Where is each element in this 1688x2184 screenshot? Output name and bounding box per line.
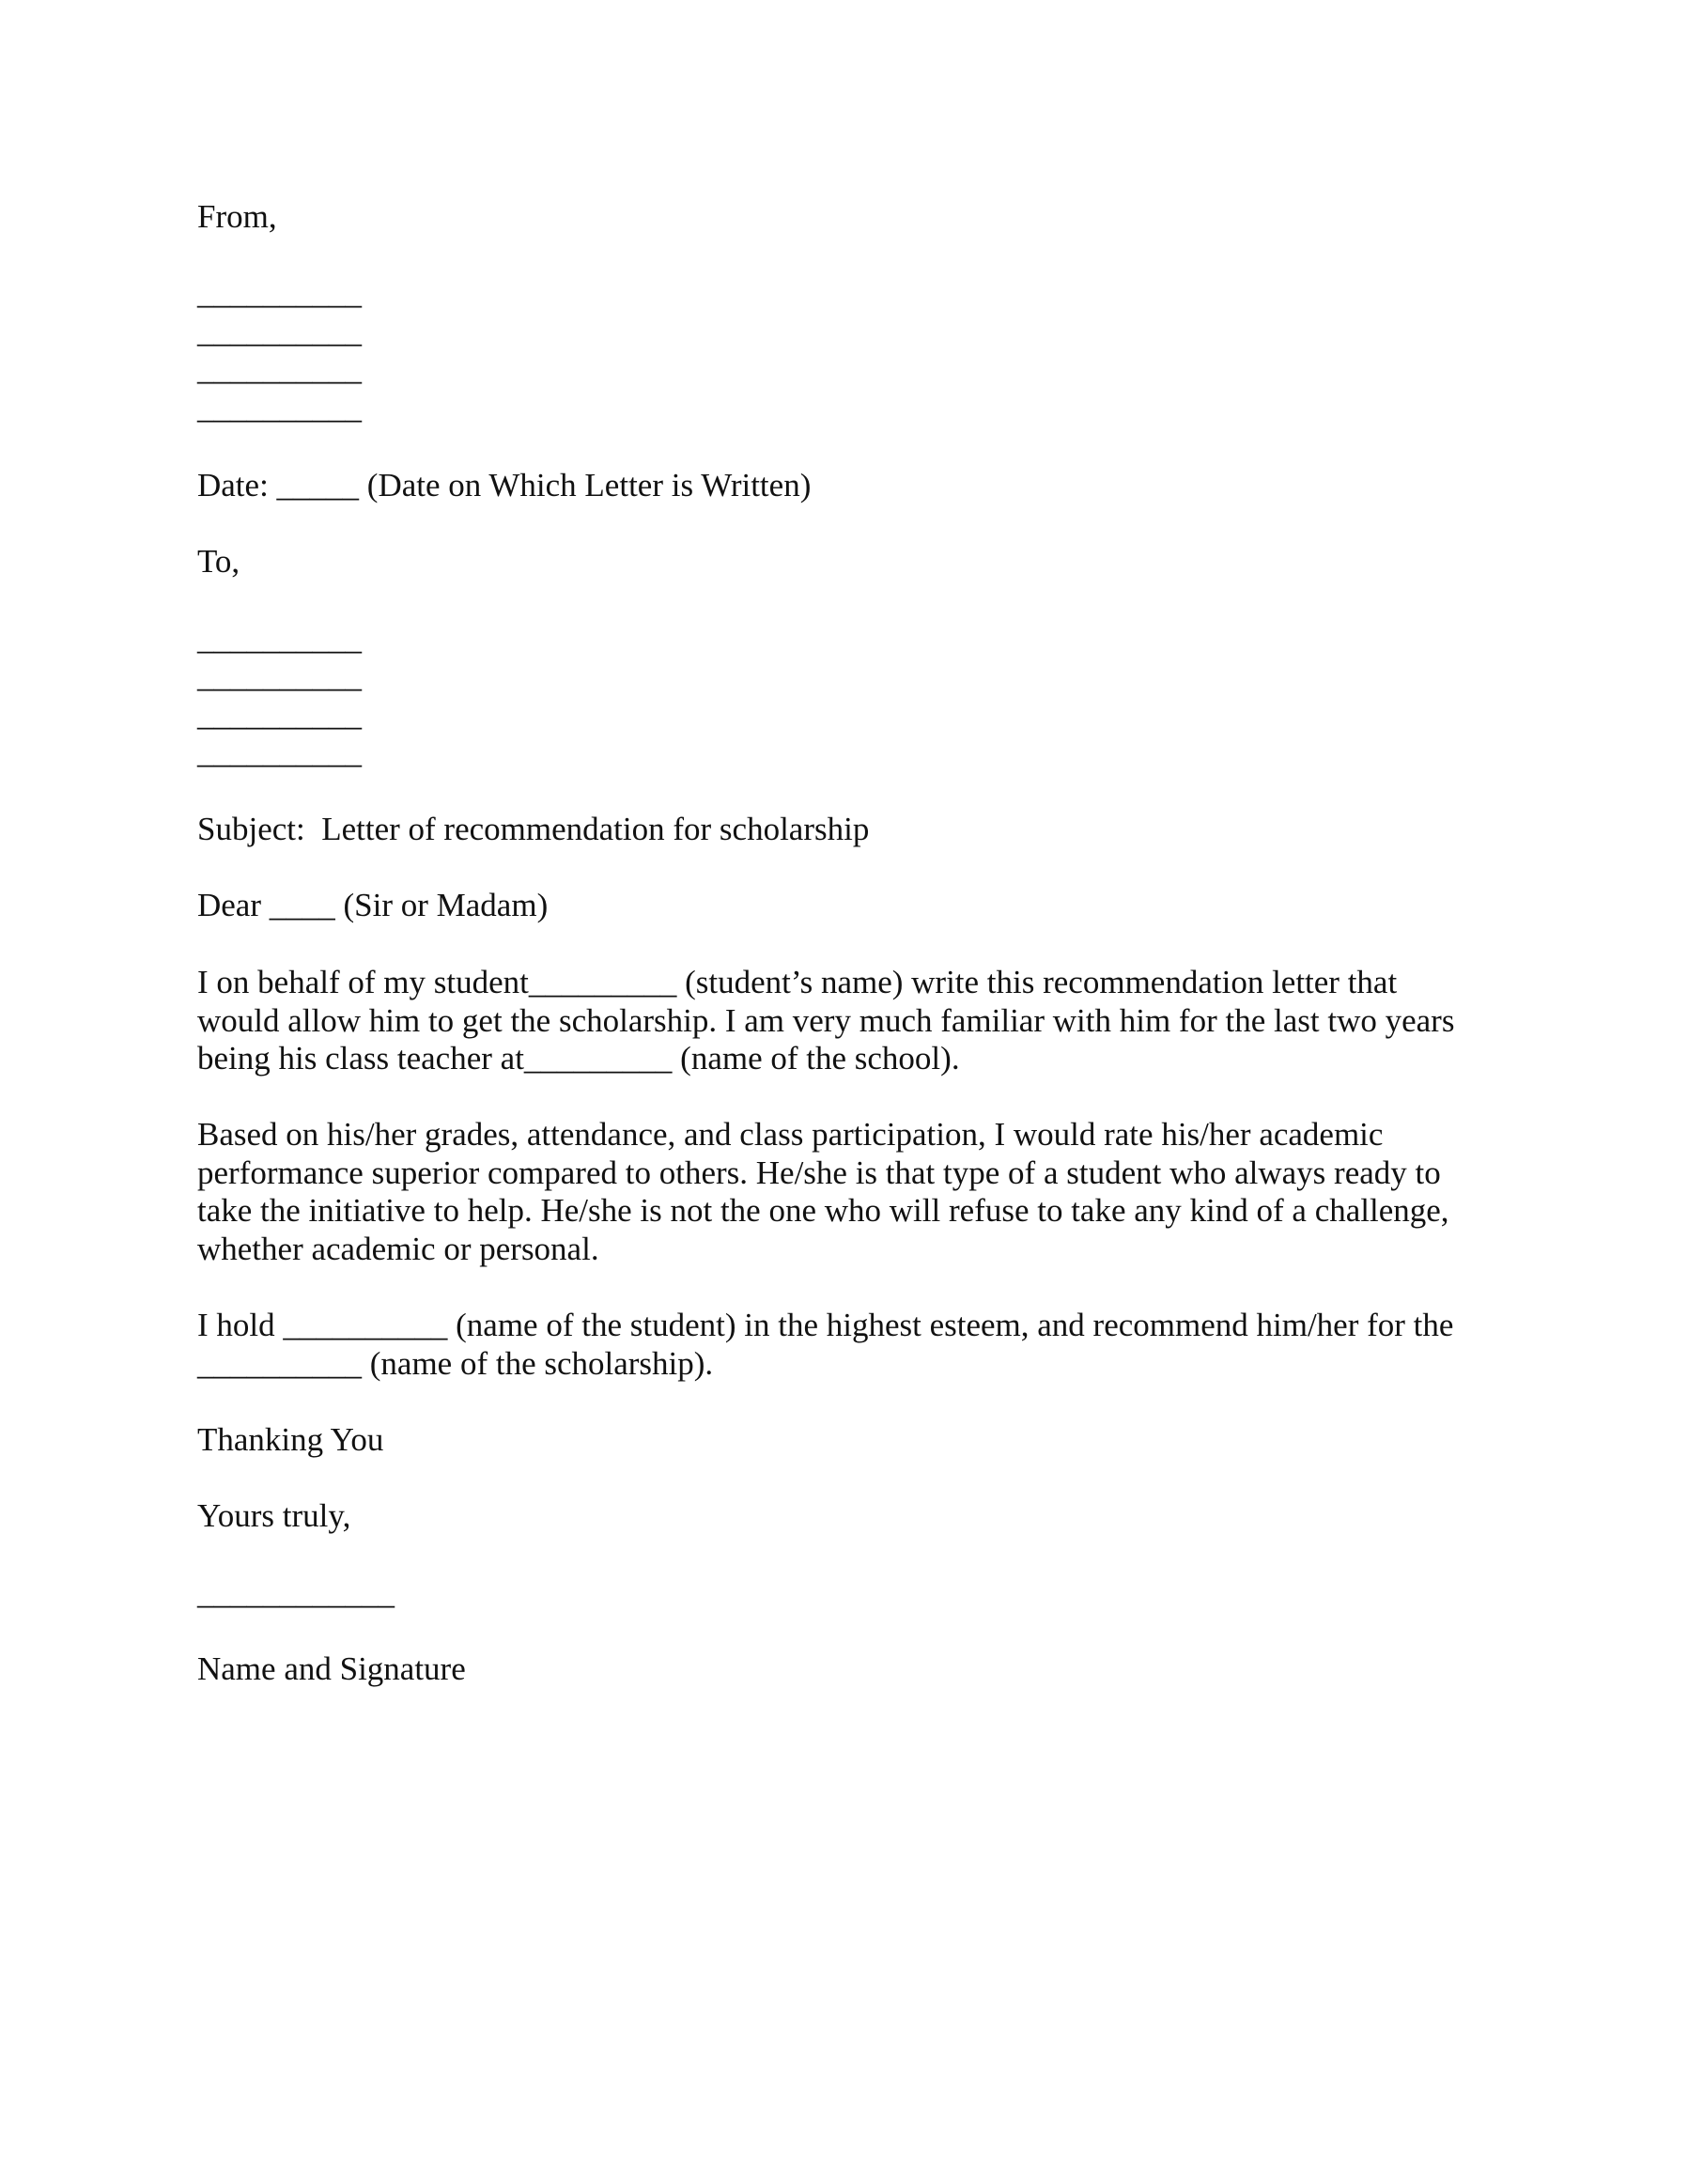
body-paragraph-1 [197, 964, 1541, 1078]
from-label: From, [197, 198, 277, 235]
from-blank-line: __________ [197, 313, 362, 349]
paragraph-line: I on behalf of my student_________ (student’s name) write this recommendation letter that [197, 964, 1398, 1000]
date-line: Date: _____ (Date on Which Letter is Written) [197, 467, 812, 503]
signature-label: Name and Signature [197, 1650, 466, 1687]
paragraph-line: being his class teacher at_________ (name of the school). [197, 1040, 960, 1077]
to-blank-line: __________ [197, 696, 362, 733]
paragraph-line: I hold __________ (name of the student) in the highest esteem, and recommend him/her for the [197, 1307, 1454, 1343]
body-paragraph-3 [197, 1307, 1541, 1383]
paragraph-line: performance superior compared to others. He/she is that type of a student who always ready to [197, 1154, 1441, 1191]
paragraph-line: take the initiative to help. He/she is not the one who will refuse to take any kind of a challenge, [197, 1192, 1449, 1229]
body-paragraph-2 [197, 1116, 1541, 1268]
subject-line: Subject: Letter of recommendation for scholarship [197, 811, 870, 847]
from-blank-line: __________ [197, 274, 362, 311]
from-blank-line: __________ [197, 389, 362, 426]
paragraph-line: Based on his/her grades, attendance, and class participation, I would rate his/her academic [197, 1116, 1384, 1153]
paragraph-line: would allow him to get the scholarship. I am very much familiar with him for the last two years [197, 1001, 1455, 1039]
to-blank-line: __________ [197, 734, 362, 770]
salutation: Dear ____ (Sir or Madam) [197, 887, 549, 923]
to-blank-line: __________ [197, 658, 362, 694]
paragraph-line: whether academic or personal. [197, 1230, 599, 1267]
signature-blank-line: ____________ [197, 1574, 395, 1611]
from-blank-line: __________ [197, 350, 362, 387]
paragraph-line: __________ (name of the scholarship). [197, 1344, 714, 1382]
to-label: To, [197, 543, 240, 580]
closing-yours-truly: Yours truly, [197, 1497, 351, 1534]
to-blank-line: __________ [197, 620, 362, 657]
closing-thanks: Thanking You [197, 1421, 384, 1458]
